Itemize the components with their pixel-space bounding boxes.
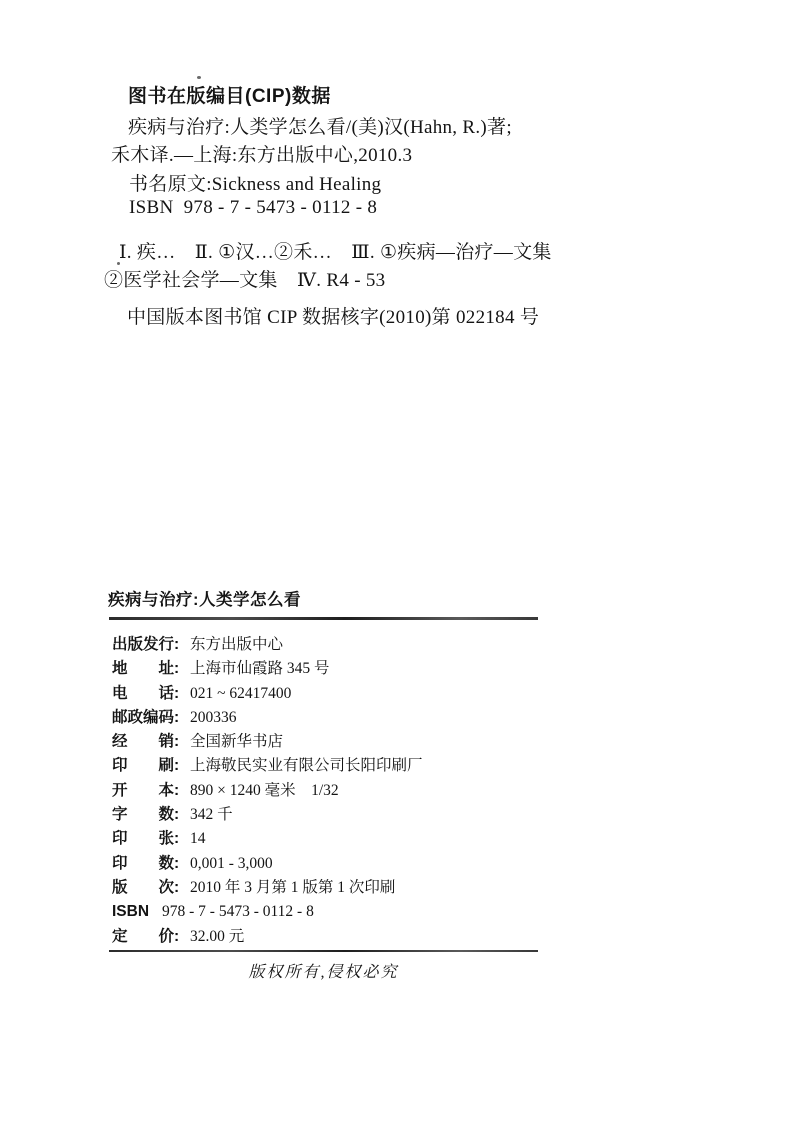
pub-label: 经 销:: [112, 733, 180, 751]
ink-speck: [197, 76, 201, 79]
pub-value: 200336: [190, 708, 237, 726]
pub-row-phone: [112, 682, 423, 706]
pub-row-publisher: [112, 633, 423, 657]
book-title: 疾病与治疗:人类学怎么看: [108, 591, 301, 609]
pub-label: ISBN: [112, 903, 150, 921]
pub-value: 32.00 元: [190, 927, 245, 945]
cip-line-translator-publisher: 禾木译.—上海:东方出版中心,2010.3: [111, 145, 413, 166]
pub-row-format: [112, 779, 423, 803]
pub-row-postcode: [112, 706, 423, 730]
divider-rule-top: [109, 617, 538, 620]
cip-line-isbn: ISBN 978 - 7 - 5473 - 0112 - 8: [129, 197, 378, 218]
cip-line-classification-2: ②医学社会学—文集 Ⅳ. R4 - 53: [104, 270, 386, 291]
pub-row-printer: [112, 754, 423, 778]
copyright-notice: 版权所有,侵权必究: [248, 964, 399, 981]
pub-label: 开 本:: [112, 781, 180, 799]
cip-line-classification-1: Ⅰ. 疾… Ⅱ. ①汉…②禾… Ⅲ. ①疾病—治疗—文集: [119, 242, 552, 263]
pub-label: 电 话:: [112, 684, 180, 702]
pub-value: 978 - 7 - 5473 - 0112 - 8: [162, 903, 314, 921]
cip-line-registry-number: 中国版本图书馆 CIP 数据核字(2010)第 022184 号: [127, 307, 540, 328]
cip-line-title-author: 疾病与治疗:人类学怎么看/(美)汉(Hahn, R.)著;: [128, 117, 512, 138]
pub-value: 0,001 - 3,000: [190, 854, 273, 872]
pub-label: 定 价:: [112, 927, 180, 945]
pub-label: 邮政编码:: [112, 708, 180, 726]
pub-row-price: [112, 925, 423, 949]
cip-line-original-title: 书名原文:Sickness and Healing: [129, 174, 382, 195]
pub-row-print-run: [112, 852, 423, 876]
pub-label: 地 址:: [112, 660, 180, 678]
pub-row-distribution: [112, 730, 423, 754]
pub-value: 上海敬民实业有限公司长阳印刷厂: [190, 757, 423, 775]
pub-value: 2010 年 3 月第 1 版第 1 次印刷: [190, 878, 396, 896]
pub-value: 上海市仙霞路 345 号: [190, 660, 330, 678]
pub-row-sheets: [112, 827, 423, 851]
pub-value: 342 千: [190, 806, 233, 824]
pub-row-address: [112, 657, 423, 681]
pub-value: 14: [190, 830, 206, 848]
pub-value: 021 ~ 62417400: [190, 684, 292, 702]
pub-label: 印 数:: [112, 854, 180, 872]
pub-row-edition: [112, 876, 423, 900]
pub-label: 印 张:: [112, 830, 180, 848]
pub-label: 出版发行:: [112, 636, 180, 653]
pub-row-isbn: [112, 900, 423, 924]
pub-label: 版 次:: [112, 878, 180, 896]
publishing-info-list: [112, 633, 423, 949]
pub-label: 印 刷:: [112, 757, 180, 775]
cip-heading: 图书在版编目(CIP)数据: [128, 86, 331, 107]
pub-value: 全国新华书店: [190, 733, 284, 751]
pub-value: 东方出版中心: [190, 636, 284, 653]
divider-rule-bottom: [109, 950, 538, 952]
pub-row-word-count: [112, 803, 423, 827]
pub-value: 890 × 1240 毫米 1/32: [190, 781, 339, 799]
pub-label: 字 数:: [112, 806, 180, 824]
